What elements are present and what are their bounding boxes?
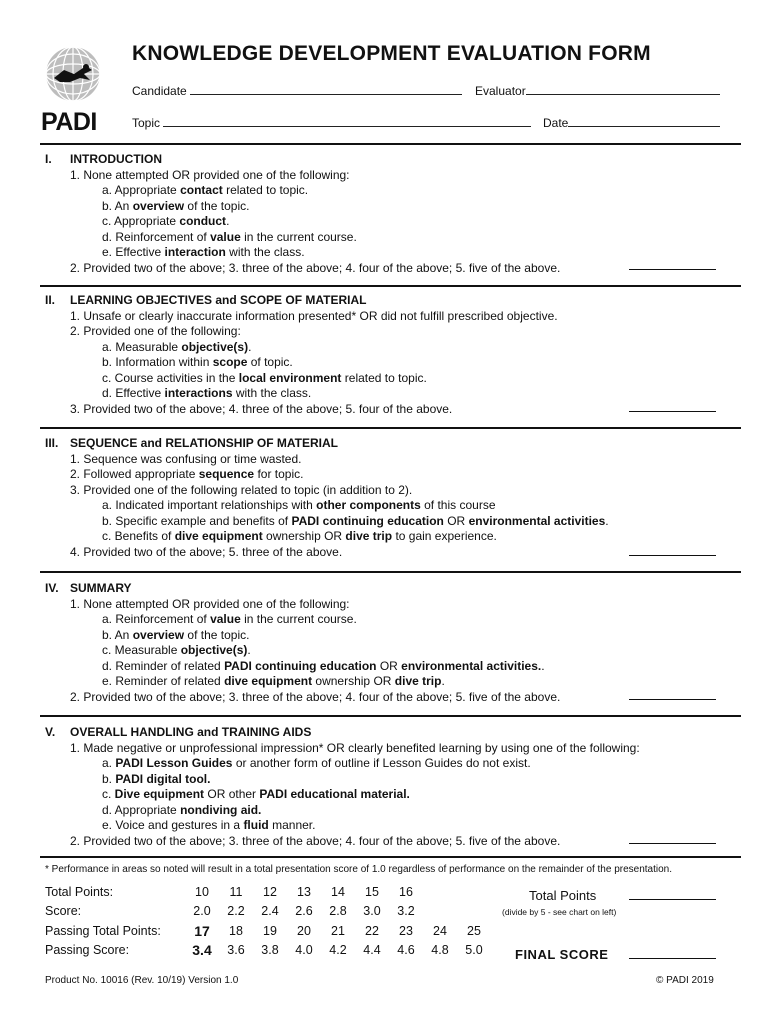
sub-item: a. Indicated important relationships with other components of this course bbox=[102, 498, 496, 512]
date-field[interactable] bbox=[543, 116, 720, 130]
evaluator-label: Evaluator bbox=[475, 84, 526, 98]
topic-line[interactable] bbox=[163, 116, 531, 127]
item-text: 3. Provided one of the following related to topic (in addition to 2). bbox=[70, 482, 413, 497]
candidate-line[interactable] bbox=[190, 84, 462, 95]
divider bbox=[40, 715, 741, 717]
candidate-label: Candidate bbox=[132, 84, 187, 98]
section-introduction bbox=[45, 152, 735, 276]
item-text: 1. Made negative or unprofessional impression* OR clearly benefited learning by using one of the following: bbox=[70, 740, 640, 755]
sub-item: d. Reminder of related PADI continuing education OR environmental activities.. bbox=[102, 658, 545, 673]
item-text: 1. Unsafe or clearly inaccurate information presented* OR did not fulfill prescribed objective. bbox=[70, 308, 558, 323]
item-text: 1. Sequence was confusing or time wasted. bbox=[70, 451, 302, 466]
scoring-table bbox=[45, 882, 491, 960]
sub-item: e. Effective interaction with the class. bbox=[102, 245, 305, 259]
score-line-learning-objectives[interactable] bbox=[629, 411, 716, 412]
item-text: 2. Provided two of the above; 3. three of the above; 4. four of the above; 5. five of the above. bbox=[70, 833, 561, 848]
final-score-label: FINAL SCORE bbox=[515, 947, 609, 962]
date-label: Date bbox=[543, 116, 569, 130]
sub-item: b. Specific example and benefits of PADI continuing education OR environmental activities. bbox=[102, 513, 609, 528]
table-row: Score: 2.0 2.2 2.4 2.6 2.8 3.0 3.2 bbox=[45, 904, 415, 919]
sub-item: b. Information within scope of topic. bbox=[102, 355, 293, 369]
sub-item: d. Appropriate nondiving aid. bbox=[102, 802, 262, 817]
divider bbox=[40, 143, 741, 145]
section-heading: III. SEQUENCE and RELATIONSHIP OF MATERIAL bbox=[45, 436, 339, 450]
sub-item: e. Voice and gestures in a fluid manner. bbox=[102, 818, 316, 832]
sub-item: c. Course activities in the local environment related to topic. bbox=[102, 370, 427, 385]
evaluator-field[interactable] bbox=[475, 84, 720, 98]
item-text: 2. Provided two of the above; 3. three of the above; 4. four of the above; 5. five of the above. bbox=[70, 260, 561, 275]
total-points-note: (divide by 5 - see chart on left) bbox=[502, 907, 617, 917]
candidate-field[interactable] bbox=[132, 84, 462, 98]
sub-item: c. Dive equipment OR other PADI educational material. bbox=[102, 787, 410, 801]
copyright: © PADI 2019 bbox=[656, 975, 714, 986]
sub-item: a. Reinforcement of value in the current course. bbox=[102, 612, 357, 626]
score-line-sequence[interactable] bbox=[629, 555, 716, 556]
total-points-line[interactable] bbox=[629, 899, 716, 900]
section-heading: V. OVERALL HANDLING and TRAINING AIDS bbox=[45, 725, 312, 739]
item-text: 2. Provided two of the above; 3. three of the above; 4. four of the above; 5. five of the above. bbox=[70, 689, 561, 704]
section-heading: I. INTRODUCTION bbox=[45, 152, 162, 166]
item-text: 2. Followed appropriate sequence for topic. bbox=[70, 467, 304, 481]
form-title: KNOWLEDGE DEVELOPMENT EVALUATION FORM bbox=[132, 42, 651, 65]
sub-item: b. An overview of the topic. bbox=[102, 627, 250, 642]
score-line-overall-handling[interactable] bbox=[629, 843, 716, 844]
sub-item: a. Measurable objective(s). bbox=[102, 339, 252, 354]
item-text: 3. Provided two of the above; 4. three of the above; 5. four of the above. bbox=[70, 401, 453, 416]
evaluator-line[interactable] bbox=[526, 84, 720, 95]
table-row: Passing Score: 3.4 3.6 3.8 4.0 4.2 4.4 4.6 4.8 5.0 bbox=[45, 942, 483, 959]
item-text: 2. Provided one of the following: bbox=[70, 324, 241, 338]
logo-text: PADI bbox=[41, 108, 97, 136]
sub-item: c. Benefits of dive equipment ownership OR dive trip to gain experience. bbox=[102, 529, 497, 543]
total-points-label: Total Points bbox=[529, 888, 597, 903]
topic-field[interactable] bbox=[132, 116, 531, 130]
sub-item: d. Effective interactions with the class. bbox=[102, 386, 312, 400]
sub-item: d. Reinforcement of value in the current course. bbox=[102, 229, 357, 244]
footnote: * Performance in areas so noted will result in a total presentation score of 1.0 regardless of performance on the remainder of the presentation. bbox=[45, 864, 673, 875]
table-row: Passing Total Points: 17 18 19 20 21 22 23 24 25 bbox=[45, 922, 481, 939]
score-line-summary[interactable] bbox=[629, 699, 716, 700]
topic-label: Topic bbox=[132, 116, 161, 130]
sub-item: c. Appropriate conduct. bbox=[102, 214, 230, 228]
divider bbox=[40, 285, 741, 287]
sub-item: c. Measurable objective(s). bbox=[102, 643, 251, 657]
padi-logo bbox=[40, 44, 106, 134]
sub-item: e. Reminder of related dive equipment ownership OR dive trip. bbox=[102, 674, 445, 688]
item-text: 1. None attempted OR provided one of the following: bbox=[70, 167, 350, 182]
section-summary bbox=[45, 581, 735, 705]
sub-item: b. PADI digital tool. bbox=[102, 771, 211, 786]
item-text: 1. None attempted OR provided one of the following: bbox=[70, 596, 350, 611]
divider bbox=[40, 427, 741, 429]
date-line[interactable] bbox=[568, 116, 720, 127]
product-number: Product No. 10016 (Rev. 10/19) Version 1.0 bbox=[45, 975, 239, 986]
sub-item: a. PADI Lesson Guides or another form of outline if Lesson Guides do not exist. bbox=[102, 756, 531, 770]
divider bbox=[40, 856, 741, 858]
section-sequence bbox=[45, 436, 735, 560]
table-row: Total Points: 10 11 12 13 14 15 16 bbox=[45, 884, 413, 899]
sub-item: b. An overview of the topic. bbox=[102, 198, 250, 213]
item-text: 4. Provided two of the above; 5. three of the above. bbox=[70, 544, 343, 559]
sub-item: a. Appropriate contact related to topic. bbox=[102, 183, 309, 197]
section-overall-handling bbox=[45, 725, 735, 849]
final-score-line[interactable] bbox=[629, 958, 716, 959]
score-line-introduction[interactable] bbox=[629, 269, 716, 270]
section-heading: IV. SUMMARY bbox=[45, 581, 132, 595]
section-learning-objectives bbox=[45, 293, 735, 417]
divider bbox=[40, 571, 741, 573]
section-heading: II. LEARNING OBJECTIVES and SCOPE OF MATERIAL bbox=[45, 293, 367, 307]
